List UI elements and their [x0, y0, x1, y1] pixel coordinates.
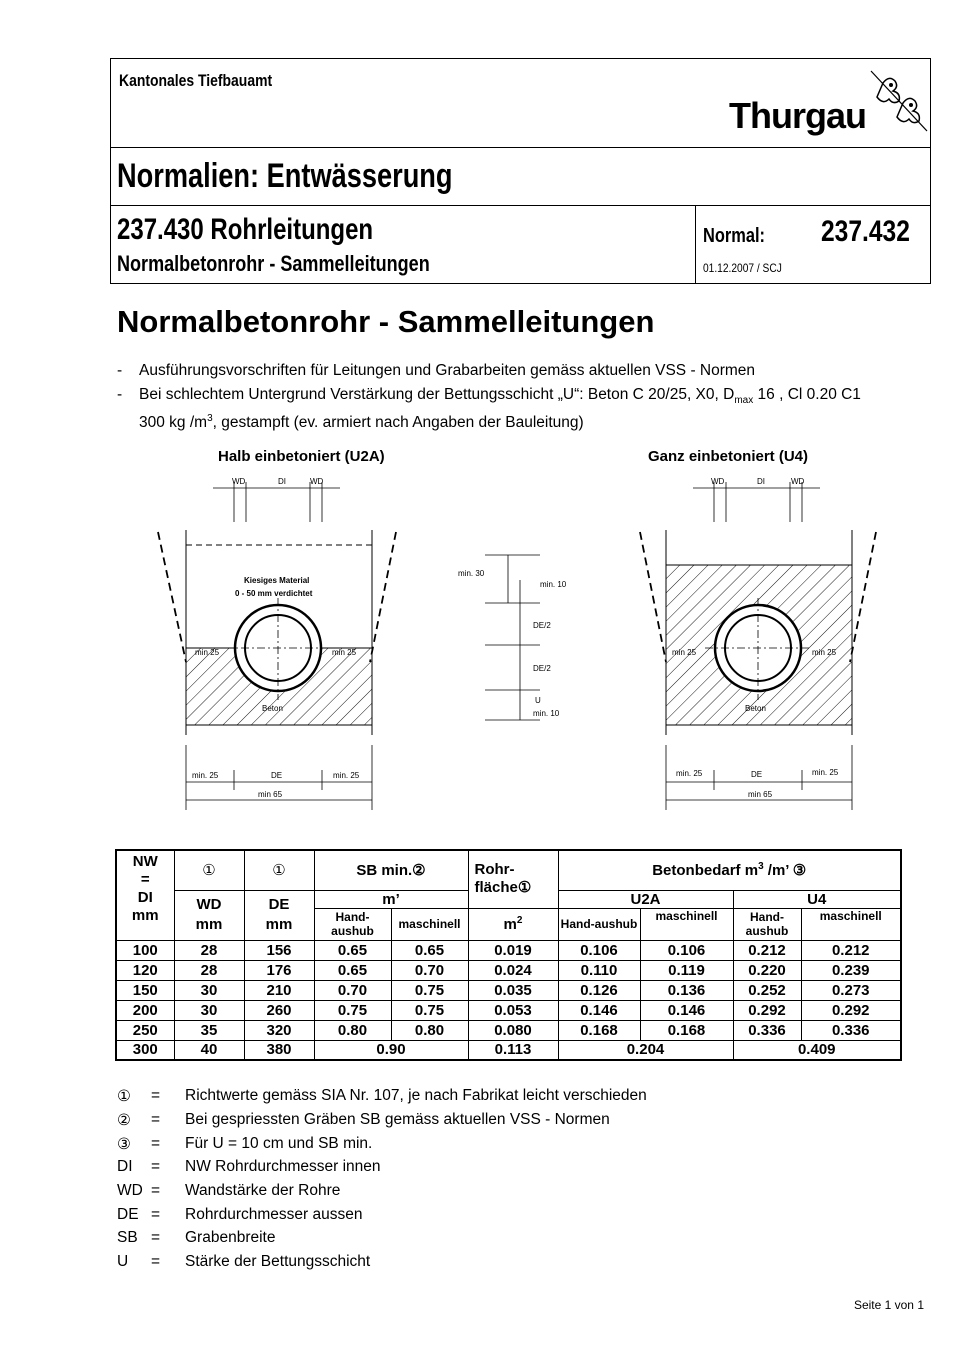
- cell-sb-hand: 0.65: [314, 940, 391, 960]
- header-text: =: [140, 871, 150, 888]
- page-title: Normalbetonrohr - Sammelleitungen: [117, 304, 655, 339]
- cell-u4-hand: 0.212: [733, 940, 801, 960]
- cell-sb-masch: 0.70: [391, 960, 468, 980]
- legend-equals: =: [151, 1229, 161, 1246]
- header-maschinell: maschinell: [640, 908, 733, 940]
- cell-nw: 100: [116, 940, 174, 960]
- de-half-label: DE/2: [533, 664, 551, 673]
- cell-de: 210: [244, 980, 314, 1000]
- header-agency-row: [111, 59, 930, 148]
- header-handaushub: Hand-aushub: [558, 908, 640, 940]
- cell-de: 176: [244, 960, 314, 980]
- min10-label: min. 10: [540, 580, 567, 589]
- legend-equals: =: [151, 1135, 161, 1152]
- section-subtitle: Normalbetonrohr - Sammelleitungen: [117, 251, 430, 276]
- cell-u2a-hand: 0.106: [558, 940, 640, 960]
- wd-label: WD: [711, 477, 725, 486]
- header-rohrflaeche: [468, 850, 558, 908]
- cell-rohrflaeche: 0.019: [468, 940, 558, 960]
- header-text: DE: [268, 896, 290, 913]
- cell-u4: 0.409: [733, 1040, 901, 1060]
- legend-key: DE: [117, 1206, 139, 1223]
- trench-diagrams: [0, 470, 970, 815]
- header-text: WD: [196, 896, 222, 913]
- cell-sb-hand: 0.70: [314, 980, 391, 1000]
- min-25-label: min. 25: [812, 768, 839, 777]
- diagram-left-caption: Halb einbetoniert (U2A): [218, 448, 385, 465]
- cell-u4-hand: 0.252: [733, 980, 801, 1000]
- di-label: DI: [278, 477, 286, 486]
- bullet-text-part: 300 kg /m: [139, 414, 208, 432]
- cell-u2a-masch: 0.168: [640, 1020, 733, 1040]
- cell-sb-masch: 0.65: [391, 940, 468, 960]
- cell-sb: 0.90: [314, 1040, 468, 1060]
- legend-key: ①: [117, 1088, 131, 1105]
- legend-key: U: [117, 1253, 129, 1270]
- min25-label: min 25: [812, 648, 837, 657]
- cell-rohrflaeche: 0.024: [468, 960, 558, 980]
- table-header-row: [116, 850, 901, 890]
- table-row: [116, 940, 901, 960]
- bullet-text-part: Bei schlechtem Untergrund Verstärkung der Bettungsschicht „U“: Beton C 20/25, X0, D: [139, 386, 735, 403]
- section-title: 237.430 Rohrleitungen: [117, 213, 374, 246]
- cell-de: 156: [244, 940, 314, 960]
- beton-label: Beton: [262, 704, 283, 713]
- header-text: NW: [132, 853, 158, 870]
- header-de-symbol: ①: [244, 850, 314, 890]
- header-wd: [174, 890, 244, 940]
- cell-rohrflaeche: 0.113: [468, 1040, 558, 1060]
- cell-nw: 200: [116, 1000, 174, 1020]
- header-text: Rohr-fläche①: [474, 861, 532, 897]
- legend-equals: =: [151, 1253, 161, 1270]
- min10-label: min. 10: [533, 709, 560, 718]
- header-section-row: [111, 205, 930, 284]
- header-sb-unit: m’: [314, 890, 468, 908]
- cell-rohrflaeche: 0.080: [468, 1020, 558, 1040]
- cell-u2a: 0.204: [558, 1040, 733, 1060]
- de-label: DE: [751, 770, 763, 779]
- cell-u4-masch: 0.273: [801, 980, 901, 1000]
- header-text: Betonbedarf m: [652, 862, 759, 880]
- de-label: DE: [271, 771, 283, 780]
- cell-wd: 40: [174, 1040, 244, 1060]
- legend-key: SB: [117, 1229, 138, 1246]
- bullet-text: [139, 386, 919, 432]
- bullet-dash: -: [117, 386, 123, 403]
- bullet-subscript: max: [734, 395, 754, 407]
- legend-equals: =: [151, 1182, 161, 1199]
- material-label: Kiesiges Material: [244, 576, 310, 585]
- cell-u4-masch: 0.336: [801, 1020, 901, 1040]
- table-row: [116, 1040, 901, 1060]
- header-u4: U4: [733, 890, 901, 908]
- cell-u2a-masch: 0.106: [640, 940, 733, 960]
- cell-nw: 250: [116, 1020, 174, 1040]
- cell-u4-masch: 0.239: [801, 960, 901, 980]
- agency-name: Kantonales Tiefbauamt: [119, 71, 273, 90]
- beton-label: Beton: [745, 704, 766, 713]
- normal-label: Normal:: [703, 225, 765, 247]
- header-u2a: U2A: [558, 890, 733, 908]
- cell-u2a-masch: 0.136: [640, 980, 733, 1000]
- cell-u2a-hand: 0.168: [558, 1020, 640, 1040]
- main-title: Normalien: Entwässerung: [117, 157, 453, 195]
- min65-label: min 65: [258, 790, 283, 799]
- header-text: m: [503, 916, 517, 933]
- header-text: mm: [131, 907, 159, 924]
- legend-value: Rohrdurchmesser aussen: [185, 1206, 363, 1223]
- header-rohr-unit: [468, 908, 558, 940]
- cell-u4-hand: 0.292: [733, 1000, 801, 1020]
- cell-u2a-hand: 0.146: [558, 1000, 640, 1020]
- legend-value: Richtwerte gemäss SIA Nr. 107, je nach Fabrikat leicht verschieden: [185, 1087, 647, 1104]
- thurgau-crest-icon: [869, 69, 929, 137]
- legend-value: Für U = 10 cm und SB min.: [185, 1135, 373, 1152]
- cell-u2a-hand: 0.110: [558, 960, 640, 980]
- cell-sb-masch: 0.75: [391, 980, 468, 1000]
- header-text: DI: [137, 889, 153, 906]
- min65-label: min 65: [748, 790, 773, 799]
- legend-value: NW Rohrdurchmesser innen: [185, 1158, 381, 1175]
- cell-de: 380: [244, 1040, 314, 1060]
- header-wd-symbol: ①: [174, 850, 244, 890]
- cell-sb-masch: 0.80: [391, 1020, 468, 1040]
- legend-equals: =: [151, 1111, 161, 1128]
- cell-nw: 120: [116, 960, 174, 980]
- u-label: U: [535, 696, 541, 705]
- cell-sb-hand: 0.75: [314, 1000, 391, 1020]
- normal-number: 237.432: [821, 215, 910, 248]
- legend-key: WD: [117, 1182, 143, 1199]
- wd-label: WD: [310, 477, 324, 486]
- cell-wd: 28: [174, 940, 244, 960]
- cell-de: 260: [244, 1000, 314, 1020]
- legend-key: ③: [117, 1136, 131, 1153]
- cell-sb-hand: 0.65: [314, 960, 391, 980]
- table-row: [116, 960, 901, 980]
- legend-equals: =: [151, 1206, 161, 1223]
- diagram-vertical-dimensions: [458, 555, 567, 720]
- bullet-text-part: , gestampft (ev. armiert nach Angaben der Bauleitung): [212, 414, 584, 432]
- min30-label: min. 30: [458, 569, 485, 578]
- cell-wd: 35: [174, 1020, 244, 1040]
- bullet-dash: -: [117, 362, 123, 379]
- legend-equals: =: [151, 1158, 161, 1175]
- cell-u2a-masch: 0.119: [640, 960, 733, 980]
- header-superscript: 2: [516, 915, 523, 926]
- header-text: /m’ ③: [763, 862, 807, 880]
- min-25-label: min. 25: [333, 771, 360, 780]
- bullet-text-part: 16 , Cl 0.20 C1: [753, 386, 861, 403]
- header-nw: [116, 850, 174, 940]
- legend-key: DI: [117, 1158, 133, 1175]
- bullet-superscript: 3: [207, 413, 213, 425]
- header-superscript: 3: [758, 861, 764, 873]
- document-date: 01.12.2007 / SCJ: [703, 261, 782, 275]
- bullet-text: Ausführungsvorschriften für Leitungen und Grabarbeiten gemäss aktuellen VSS - Normen: [139, 362, 756, 379]
- min-25-label: min. 25: [676, 769, 703, 778]
- cell-wd: 30: [174, 980, 244, 1000]
- cell-sb-hand: 0.80: [314, 1020, 391, 1040]
- cell-u4-hand: 0.336: [733, 1020, 801, 1040]
- header-handaushub: Hand-aushub: [733, 908, 801, 940]
- min25-label: min 25: [672, 648, 697, 657]
- header-handaushub: Hand-aushub: [314, 908, 391, 940]
- cell-nw: 150: [116, 980, 174, 1000]
- legend-value: Grabenbreite: [185, 1229, 276, 1246]
- legend-value: Stärke der Bettungsschicht: [185, 1253, 371, 1270]
- cell-nw: 300: [116, 1040, 174, 1060]
- table-row: [116, 1000, 901, 1020]
- de-half-label: DE/2: [533, 621, 551, 630]
- logo-text: Thurgau: [729, 95, 866, 136]
- wd-label: WD: [791, 477, 805, 486]
- header-de: [244, 890, 314, 940]
- header-sb: SB min.②: [314, 850, 468, 890]
- header-maschinell: maschinell: [801, 908, 901, 940]
- cell-u2a-hand: 0.126: [558, 980, 640, 1000]
- header-text: mm: [265, 916, 293, 933]
- legend-equals: =: [151, 1087, 161, 1104]
- header-maschinell: maschinell: [391, 908, 468, 940]
- diagram-fully-encased: [640, 477, 876, 810]
- wd-label: WD: [232, 477, 246, 486]
- legend-key: ②: [117, 1112, 131, 1129]
- cell-u4-masch: 0.212: [801, 940, 901, 960]
- header-text: mm: [195, 916, 223, 933]
- header-divider: [695, 205, 696, 284]
- cell-rohrflaeche: 0.035: [468, 980, 558, 1000]
- page-number: Seite 1 von 1: [853, 1298, 924, 1312]
- cell-de: 320: [244, 1020, 314, 1040]
- cell-u4-hand: 0.220: [733, 960, 801, 980]
- min-25-label: min. 25: [192, 771, 219, 780]
- cell-u2a-masch: 0.146: [640, 1000, 733, 1020]
- cell-u4-masch: 0.292: [801, 1000, 901, 1020]
- table-row: [116, 1020, 901, 1040]
- min25-label: min 25: [195, 648, 220, 657]
- document-header: [110, 58, 931, 284]
- legend-value: Bei gespriessten Gräben SB gemäss aktuellen VSS - Normen: [185, 1111, 610, 1128]
- table-row: [116, 980, 901, 1000]
- diagram-right-caption: Ganz einbetoniert (U4): [648, 448, 809, 465]
- cell-sb-masch: 0.75: [391, 1000, 468, 1020]
- header-title-row: [111, 147, 930, 206]
- pipe-dimensions-table: [115, 849, 902, 1061]
- min25-label: min 25: [332, 648, 357, 657]
- legend-value: Wandstärke der Rohre: [185, 1182, 341, 1199]
- diagram-half-encased: [158, 477, 396, 810]
- header-betonbedarf: [558, 850, 901, 890]
- material-size-label: 0 - 50 mm verdichtet: [235, 589, 313, 598]
- di-label: DI: [757, 477, 765, 486]
- cell-rohrflaeche: 0.053: [468, 1000, 558, 1020]
- cell-wd: 30: [174, 1000, 244, 1020]
- cell-wd: 28: [174, 960, 244, 980]
